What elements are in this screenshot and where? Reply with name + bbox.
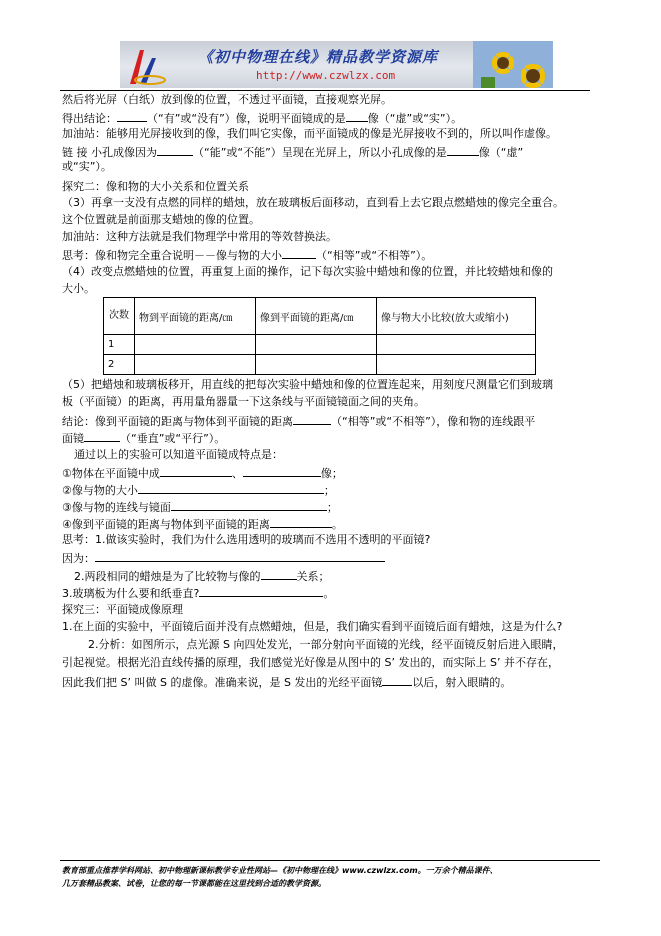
text-line: 思考：像和物完全重合说明－－像与物的大小 （“相等”或“不相等”）。: [62, 249, 433, 262]
site-url[interactable]: http://www.czwlzx.com: [256, 69, 396, 82]
text-line: 2.两段相同的蜡烛是为了比较物与像的 关系；: [74, 570, 330, 583]
text-line: 这个位置就是前面那支蜡烛的像的位置。: [62, 213, 260, 226]
text-line: （4）改变点燃蜡烛的位置，再重复上面的操作，记下每次实验中蜡烛和像的位置，并比较蜡烛和像的: [62, 265, 553, 278]
text-line: 1.在上面的实验中，平面镜后面并没有点燃蜡烛，但是，我们确实看到平面镜后面有蜡烛，这是为什么?: [62, 620, 563, 633]
footer-line: 教育部重点推荐学科网站、初中物理新课标教学专业性网站—《初中物理在线》www.czwlzx.com。一万余个精品课件、: [62, 866, 498, 875]
text-line: 2.分析：如图所示，点光源 S 向四处发光，一部分射向平面镜的光线，经平面镜反射后进入眼睛，: [88, 638, 564, 651]
table-cell: [135, 355, 256, 375]
data-table: [103, 297, 536, 375]
text-line: 思考：1.做该实验时，我们为什么选用透明的玻璃而不选用不透明的平面镜?: [62, 533, 431, 546]
table-cell: [256, 355, 377, 375]
text-line: 板（平面镜）的距离，再用量角器量一下这条线与平面镜镜面之间的夹角。: [62, 395, 425, 408]
table-cell: 1: [104, 335, 135, 355]
table-cell: [377, 355, 536, 375]
text-line: ④像到平面镜的距离与物体到平面镜的距离 。: [62, 518, 343, 531]
table-header-cell: 像与物大小比较(放大或缩小): [377, 298, 536, 335]
table-header-cell: 物到平面镜的距离/㎝: [135, 298, 256, 335]
text-line: ①物体在平面镜中成 、 像；: [62, 467, 343, 480]
site-logo-icon: [126, 44, 166, 86]
table-header-cell: 次数: [104, 298, 135, 335]
header-banner: [120, 41, 553, 88]
text-line: 因此我们把 S’ 叫做 S 的虚像。准确来说，是 S 发出的光经平面镜 以后，射入眼睛的。: [62, 676, 512, 689]
header-divider: [60, 90, 590, 91]
text-line: 引起视觉。根据光沿直线传播的原理，我们感觉光好像是从图中的 S’ 发出的，而实际上 S’ 并不存在，: [62, 656, 559, 669]
footer: [62, 864, 602, 890]
section-heading: 探究三：平面镜成像原理: [62, 603, 183, 616]
text-line: 大小。: [62, 282, 95, 295]
table-row: [104, 335, 536, 355]
text-line: 3.玻璃板为什么要和纸垂直? 。: [62, 587, 335, 600]
text-line: 然后将光屏（白纸）放到像的位置，不透过平面镜，直接观察光屏。: [62, 93, 392, 106]
text-line: 得出结论： （“有”或“没有”）像，说明平面镜成的是 像（“虚”或“实”）。: [62, 112, 463, 125]
table-header-cell: 像到平面镜的距离/㎝: [256, 298, 377, 335]
text-line: 链 接 小孔成像因为 （“能”或“不能”）呈现在光屏上，所以小孔成像的是 像（“虚”: [62, 146, 524, 159]
text-line: 因为：: [62, 550, 385, 566]
text-line: 面镜 （“垂直”或“平行”）。: [62, 432, 226, 445]
site-title: 《初中物理在线》精品教学资源库: [198, 48, 439, 66]
table-cell: [256, 335, 377, 355]
text-line: 加油站：能够用光屏接收到的像，我们叫它实像，而平面镜成的像是光屏接收不到的，所以叫作虚像。: [62, 127, 557, 140]
text-line: ③像与物的连线与镜面 ；: [62, 501, 338, 514]
table-cell: 2: [104, 355, 135, 375]
table-cell: [135, 335, 256, 355]
footer-line: 几万套精品教案、试卷，让您的每一节课都能在这里找到合适的教学资源。: [62, 879, 326, 888]
table-header-row: [104, 298, 536, 335]
table-cell: [377, 335, 536, 355]
text-line: 结论：像到平面镜的距离与物体到平面镜的距离 （“相等”或“不相等”），像和物的连线跟平: [62, 415, 536, 428]
footer-divider: [60, 860, 600, 861]
sunflower-icon: [473, 41, 553, 88]
text-line: （5）把蜡烛和玻璃板移开，用直线的把每次实验中蜡烛和像的位置连起来，用刻度尺测量它们到玻璃: [62, 378, 553, 391]
text-line: 或“实”）。: [62, 160, 112, 173]
text-line: ②像与物的大小 ；: [62, 484, 335, 497]
text-line: 加油站：这种方法就是我们物理学中常用的等效替换法。: [62, 230, 337, 243]
text-line: 通过以上的实验可以知道平面镜成特点是：: [74, 448, 283, 461]
text-line: （3）再拿一支没有点燃的同样的蜡烛，放在玻璃板后面移动，直到看上去它跟点燃蜡烛的像完全重合。: [62, 196, 564, 209]
section-heading: 探究二：像和物的大小关系和位置关系: [62, 180, 249, 193]
table-row: [104, 355, 536, 375]
